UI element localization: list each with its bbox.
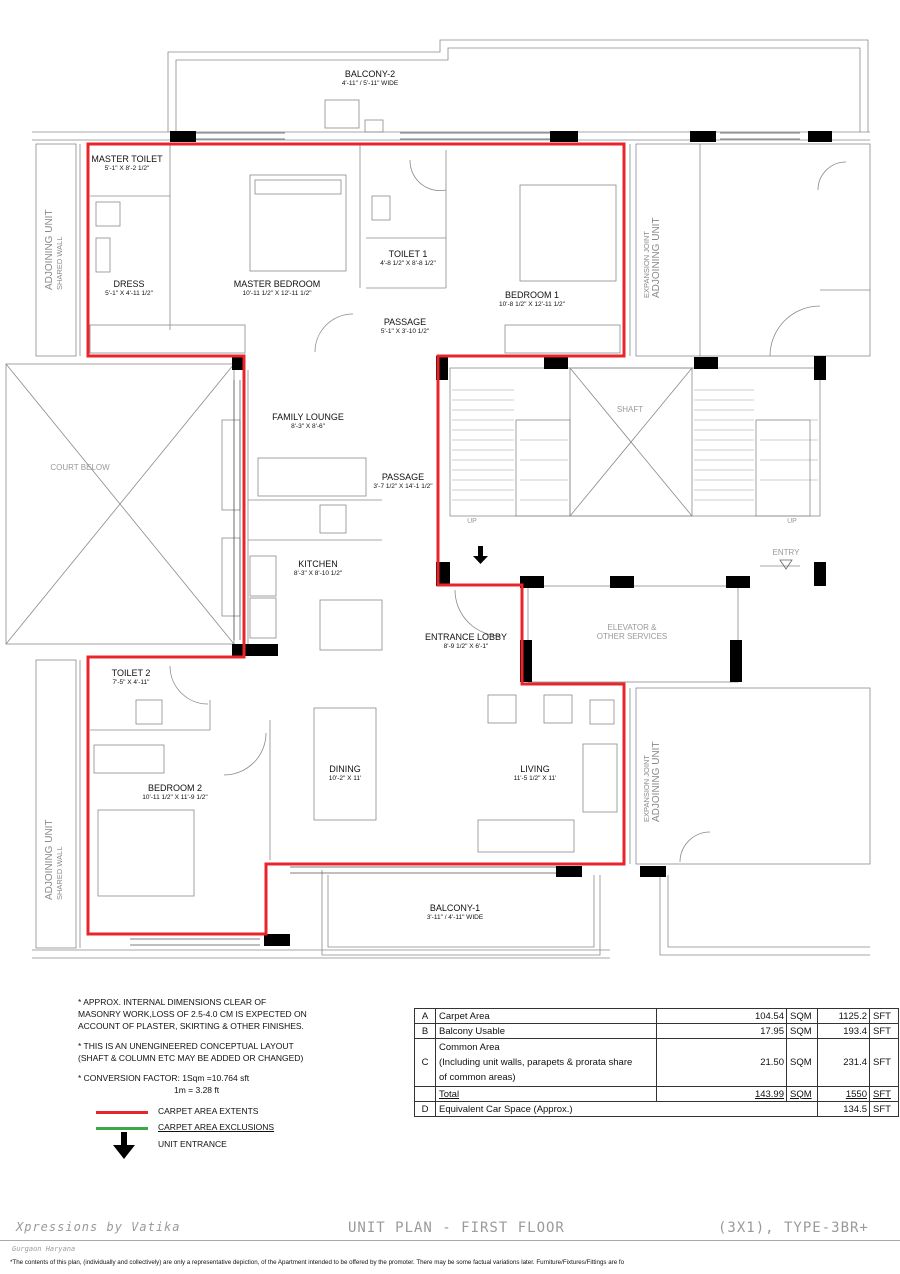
entrance-lobby-name: ENTRANCE LOBBY bbox=[424, 632, 508, 642]
elevator-label-line1: ELEVATOR & bbox=[607, 623, 657, 632]
row-desc bbox=[436, 1039, 657, 1087]
stair-up-right-label: UP bbox=[787, 518, 797, 525]
row-desc: Balcony Usable bbox=[436, 1024, 657, 1039]
dress-label bbox=[88, 280, 170, 298]
passage-2-label bbox=[360, 473, 446, 491]
bedroom-1-label bbox=[470, 291, 594, 309]
balcony-2-name: BALCONY-2 bbox=[344, 69, 396, 79]
note-2-line-2: (SHAFT & COLUMN ETC MAY BE ADDED OR CHANGED) bbox=[78, 1053, 304, 1063]
adjoining-unit-text: ADJOINING UNIT bbox=[44, 209, 55, 290]
expansion-joint-text: EXPANSION JOINT bbox=[642, 755, 651, 822]
row-key: D bbox=[415, 1102, 436, 1117]
entry-label: ENTRY bbox=[772, 548, 800, 557]
dress-name: DRESS bbox=[113, 279, 145, 289]
table-row bbox=[415, 1039, 899, 1087]
master-toilet-name: MASTER TOILET bbox=[91, 154, 163, 164]
area-table bbox=[414, 1008, 899, 1117]
dining-name: DINING bbox=[329, 764, 361, 774]
row-desc: Total bbox=[436, 1087, 657, 1102]
dress-dim: 5'-1" X 4'-11 1/2" bbox=[105, 290, 153, 298]
row-key: C bbox=[415, 1039, 436, 1087]
row-sft: 1550 bbox=[818, 1087, 870, 1102]
family-lounge-name: FAMILY LOUNGE bbox=[272, 412, 344, 422]
stair-up-left-label: UP bbox=[467, 518, 477, 525]
note-dimensions bbox=[78, 996, 378, 1032]
row-sqm: 104.54 bbox=[657, 1009, 787, 1024]
passage-2-dim: 3'-7 1/2" X 14'-1 1/2" bbox=[373, 483, 433, 491]
footer-title: UNIT PLAN - FIRST FLOOR bbox=[348, 1220, 565, 1236]
living-name: LIVING bbox=[520, 764, 550, 774]
note-layout bbox=[78, 1040, 378, 1064]
row-sft-unit: SFT bbox=[870, 1039, 899, 1087]
row-sft-unit: SFT bbox=[870, 1024, 899, 1039]
table-row bbox=[415, 1102, 899, 1117]
family-lounge-label bbox=[256, 413, 360, 431]
legend-red-line bbox=[96, 1111, 148, 1114]
legend-green-line bbox=[96, 1127, 148, 1130]
row-sqm: 143.99 bbox=[657, 1087, 787, 1102]
row-desc-line2: (Including unit walls, parapets & prorata share bbox=[439, 1057, 633, 1068]
row-sqm-unit: SQM bbox=[787, 1009, 818, 1024]
row-desc-line3: of common areas) bbox=[439, 1072, 516, 1083]
shared-wall-text: SHARED WALL bbox=[55, 846, 64, 900]
toilet-2-name: TOILET 2 bbox=[111, 668, 151, 678]
court-below-label: COURT BELOW bbox=[50, 463, 110, 472]
entrance-arrow bbox=[473, 546, 488, 564]
adjoining-unit-top-left bbox=[44, 209, 64, 290]
legend-green-label: CARPET AREA EXCLUSIONS bbox=[158, 1122, 275, 1132]
elevator-label-line2: OTHER SERVICES bbox=[596, 631, 668, 641]
note-1-line-1: * APPROX. INTERNAL DIMENSIONS CLEAR OF bbox=[78, 997, 267, 1007]
note-1-line-2: MASONRY WORK,LOSS OF 2.5-4.0 CM IS EXPECTED ON bbox=[78, 1009, 307, 1019]
notes bbox=[78, 996, 378, 1104]
master-bedroom-label bbox=[212, 280, 342, 298]
row-key bbox=[415, 1087, 436, 1102]
living-dim: 11'-5 1/2" X 11' bbox=[513, 775, 557, 783]
adjoining-unit-text: ADJOINING UNIT bbox=[44, 819, 55, 900]
row-key: B bbox=[415, 1024, 436, 1039]
expansion-joint-text: EXPANSION JOINT bbox=[642, 231, 651, 298]
toilet-1-name: TOILET 1 bbox=[388, 249, 428, 259]
row-desc: Equivalent Car Space (Approx.) bbox=[436, 1102, 818, 1117]
row-sft: 1125.2 bbox=[818, 1009, 870, 1024]
note-3-line-2: 1m = 3.28 ft bbox=[174, 1085, 220, 1095]
toilet-1-label bbox=[366, 250, 450, 268]
shaft-label: SHAFT bbox=[616, 405, 644, 414]
row-sqm-unit: SQM bbox=[787, 1087, 818, 1102]
footer-location: Gurgaon Haryana bbox=[12, 1245, 76, 1253]
carpet-area-outline bbox=[88, 144, 624, 934]
row-sft: 231.4 bbox=[818, 1039, 870, 1087]
bedroom-2-name: BEDROOM 2 bbox=[147, 783, 202, 793]
balcony-2-label bbox=[300, 70, 440, 88]
balcony-1-name: BALCONY-1 bbox=[429, 903, 481, 913]
living-label bbox=[492, 765, 578, 783]
bedroom-2-dim: 10'-11 1/2" X 11'-9 1/2" bbox=[142, 794, 208, 802]
unit-entrance-arrow-icon bbox=[112, 1132, 136, 1160]
row-sqm: 17.95 bbox=[657, 1024, 787, 1039]
kitchen-name: KITCHEN bbox=[298, 559, 338, 569]
row-sft-unit: SFT bbox=[870, 1087, 899, 1102]
note-1-line-3: ACCOUNT OF PLASTER, SKIRTING & OTHER FINISHES. bbox=[78, 1021, 304, 1031]
row-sft: 193.4 bbox=[818, 1024, 870, 1039]
footer-type: (3X1), TYPE-3BR+ bbox=[718, 1220, 869, 1236]
table-row bbox=[415, 1009, 899, 1024]
bedroom-1-name: BEDROOM 1 bbox=[504, 290, 559, 300]
row-sqm: 21.50 bbox=[657, 1039, 787, 1087]
row-desc: Carpet Area bbox=[436, 1009, 657, 1024]
kitchen-dim: 8'-3" X 8'-10 1/2" bbox=[293, 570, 343, 578]
balcony-1-label bbox=[390, 904, 520, 922]
row-sft-unit: SFT bbox=[870, 1009, 899, 1024]
row-sft-unit: SFT bbox=[870, 1102, 899, 1117]
passage-1-name: PASSAGE bbox=[383, 317, 427, 327]
note-2-line-1: * THIS IS AN UNENGINEERED CONCEPTUAL LAYOUT bbox=[78, 1041, 294, 1051]
footer-divider bbox=[0, 1240, 900, 1241]
adjoining-unit-bottom-left bbox=[44, 819, 64, 900]
adjoining-unit-top-right bbox=[642, 217, 662, 298]
bedroom-1-dim: 10'-8 1/2" X 12'-11 1/2" bbox=[499, 301, 565, 309]
entrance-lobby-dim: 8'-9 1/2" X 6'-1" bbox=[443, 643, 489, 651]
toilet-2-label bbox=[96, 669, 166, 687]
row-desc-line1: Common Area bbox=[439, 1042, 500, 1053]
legend-arrow-label: UNIT ENTRANCE bbox=[158, 1139, 227, 1149]
balcony-1-dim: 3'-11" / 4'-11" WIDE bbox=[426, 914, 484, 922]
row-sqm-unit: SQM bbox=[787, 1024, 818, 1039]
bedroom-2-label bbox=[110, 784, 240, 802]
note-conversion bbox=[78, 1072, 378, 1096]
master-bedroom-name: MASTER BEDROOM bbox=[233, 279, 321, 289]
entrance-lobby-label bbox=[416, 633, 516, 651]
master-toilet-label bbox=[86, 155, 168, 173]
kitchen-label bbox=[270, 560, 366, 578]
row-sft: 134.5 bbox=[818, 1102, 870, 1117]
passage-1-label bbox=[360, 318, 450, 336]
elevator-label bbox=[582, 624, 682, 642]
adjoining-unit-text: ADJOINING UNIT bbox=[651, 741, 662, 822]
toilet-2-dim: 7'-5" X 4'-11" bbox=[112, 679, 150, 687]
row-sqm-unit: SQM bbox=[787, 1039, 818, 1087]
dining-dim: 10'-2" X 11' bbox=[328, 775, 362, 783]
note-3-line-1: * CONVERSION FACTOR: 1Sqm =10.764 sft bbox=[78, 1073, 250, 1083]
footer-brand: Xpressions by Vatika bbox=[16, 1220, 181, 1234]
legend-red-label: CARPET AREA EXTENTS bbox=[158, 1106, 259, 1116]
balcony-2-dim: 4'-11" / 5'-11" WIDE bbox=[341, 80, 399, 88]
adjoining-unit-bottom-right bbox=[642, 741, 662, 822]
master-bedroom-dim: 10'-11 1/2" X 12'-11 1/2" bbox=[242, 290, 312, 298]
table-row bbox=[415, 1024, 899, 1039]
shared-wall-text: SHARED WALL bbox=[55, 236, 64, 290]
dining-label bbox=[312, 765, 378, 783]
footer-disclaimer: *The contents of this plan, (individually and collectively) are only a representative depiction, of the Apartment intended to be offered by the promoter. There may be some factual variations later. Furniture/Fixtures/Fittings are fo bbox=[10, 1259, 625, 1266]
row-key: A bbox=[415, 1009, 436, 1024]
family-lounge-dim: 8'-3" X 8'-6" bbox=[291, 423, 325, 431]
toilet-1-dim: 4'-8 1/2" X 8'-8 1/2" bbox=[380, 260, 436, 268]
master-toilet-dim: 5'-1" X 8'-2 1/2" bbox=[104, 165, 150, 173]
table-row-total bbox=[415, 1087, 899, 1102]
passage-2-name: PASSAGE bbox=[381, 472, 425, 482]
passage-1-dim: 5'-1" X 3'-10 1/2" bbox=[380, 328, 430, 336]
adjoining-unit-text: ADJOINING UNIT bbox=[651, 217, 662, 298]
